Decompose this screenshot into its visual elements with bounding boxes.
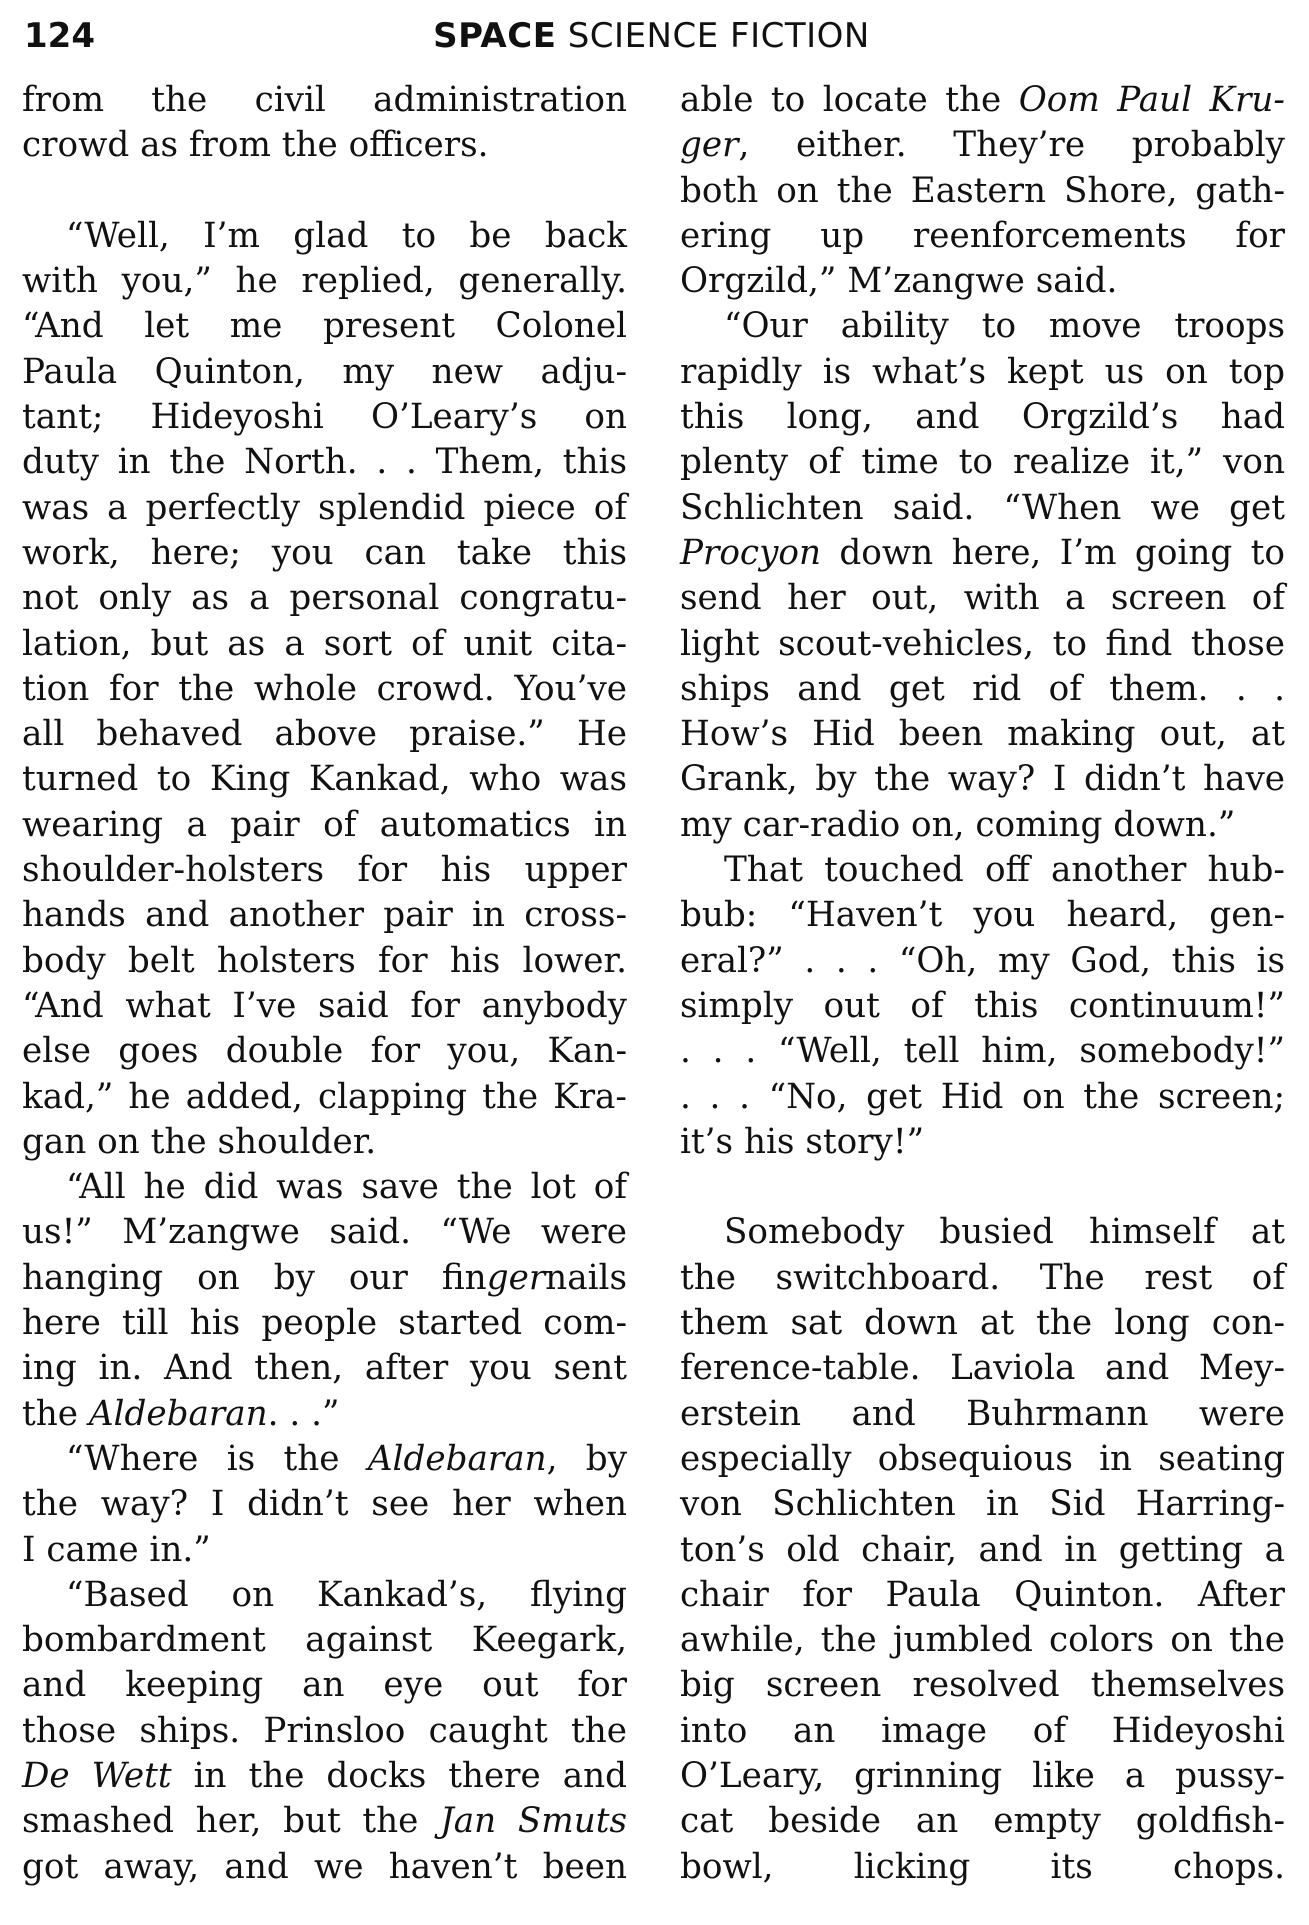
text-line: here till his people started com-	[22, 1303, 627, 1344]
paragraph-break	[22, 169, 627, 214]
text-line: lation, but as a sort of unit cita-	[22, 623, 627, 664]
text-line: “Where is the Aldebaran, by	[66, 1438, 628, 1479]
left-text-column	[22, 78, 627, 1890]
paragraph-break	[680, 1165, 1285, 1210]
text-line: tion for the whole crowd. You’ve	[22, 668, 627, 709]
text-line: Schlichten said. “When we get	[680, 487, 1285, 528]
text-line: ger, either. They’re probably	[680, 125, 1285, 166]
text-line: “Our ability to move troops	[724, 306, 1285, 347]
text-line: both on the Eastern Shore, gath-	[680, 170, 1285, 211]
text-line: awhile, the jumbled colors on the	[680, 1620, 1285, 1661]
text-line: “Based on Kankad’s, flying	[66, 1574, 627, 1615]
text-line: How’s Hid been making out, at	[680, 714, 1285, 755]
text-line: the Aldebaran. . .”	[22, 1393, 340, 1434]
text-line: ference-table. Laviola and Mey-	[680, 1348, 1285, 1389]
text-line: got away, and we haven’t been	[22, 1846, 627, 1887]
text-line: body belt holsters for his lower.	[22, 940, 627, 981]
magazine-title-bold: SPACE	[433, 16, 557, 56]
text-line: light scout-vehicles, to find those	[680, 623, 1285, 664]
text-line: gan on the shoulder.	[22, 1121, 377, 1162]
running-head	[24, 16, 1279, 56]
text-line: “And what I’ve said for anybody	[22, 985, 627, 1026]
text-line: ships and get rid of them. . .	[680, 668, 1285, 709]
text-line: Paula Quinton, my new adju-	[22, 351, 627, 392]
text-line: not only as a personal congratu-	[22, 578, 627, 619]
text-line: the way? I didn’t see her when	[22, 1484, 627, 1525]
text-line: this long, and Orgzild’s had	[680, 397, 1285, 438]
text-line: from the civil administration	[22, 80, 627, 120]
text-line: able to locate the Oom Paul Kru-	[680, 80, 1285, 120]
text-line: “Well, I’m glad to be back	[66, 215, 627, 256]
text-line: bombardment against Keegark,	[22, 1620, 627, 1661]
text-line: with you,” he replied, generally.	[22, 261, 627, 302]
text-line: big screen resolved themselves	[680, 1665, 1285, 1706]
text-line: That touched off another hub-	[724, 850, 1285, 891]
text-line: ing in. And then, after you sent	[22, 1348, 627, 1389]
text-line: De Wett in the docks there and	[22, 1755, 627, 1796]
text-line: plenty of time to realize it,” von	[680, 442, 1285, 483]
text-line: O’Leary, grinning like a pussy-	[680, 1755, 1285, 1796]
text-line: rapidly is what’s kept us on top	[680, 351, 1285, 392]
text-line: my car-radio on, coming down.”	[680, 804, 1236, 845]
text-line: shoulder-holsters for his upper	[22, 850, 627, 891]
text-line: turned to King Kankad, who was	[22, 759, 627, 800]
text-line: ton’s old chair, and in getting a	[680, 1529, 1285, 1570]
text-line: bowl, licking its chops.	[680, 1846, 1285, 1887]
text-line: tant; Hideyoshi O’Leary’s on	[22, 397, 627, 438]
text-line: duty in the North. . . Them, this	[22, 442, 627, 483]
text-line: Procyon down here, I’m going to	[680, 532, 1285, 573]
text-line: was a perfectly splendid piece of	[22, 487, 627, 528]
text-line: wearing a pair of automatics in	[22, 804, 627, 845]
text-line: the switchboard. The rest of	[680, 1257, 1285, 1298]
text-line: crowd as from the officers.	[22, 125, 489, 166]
text-line: those ships. Prinsloo caught the	[22, 1710, 627, 1751]
text-line: else goes double for you, Kan-	[22, 1031, 627, 1072]
text-line: us!” M’zangwe said. “We were	[22, 1212, 627, 1253]
text-line: smashed her, but the Jan Smuts	[22, 1801, 627, 1842]
text-line: “And let me present Colonel	[22, 306, 627, 347]
text-line: bub: “Haven’t you heard, gen-	[680, 895, 1285, 936]
text-line: hands and another pair in cross-	[22, 895, 627, 936]
text-line: especially obsequious in seating	[680, 1438, 1285, 1479]
text-line: send her out, with a screen of	[680, 578, 1285, 619]
text-line: and keeping an eye out for	[22, 1665, 627, 1706]
text-line: work, here; you can take this	[22, 532, 627, 573]
text-line: them sat down at the long con-	[680, 1303, 1285, 1344]
text-line: . . . “Well, tell him, somebody!”	[680, 1031, 1285, 1072]
text-line: cat beside an empty goldfish-	[680, 1801, 1285, 1842]
text-line: into an image of Hideyoshi	[680, 1710, 1285, 1751]
text-line: simply out of this continuum!”	[680, 985, 1285, 1026]
text-line: ering up reenforcements for	[680, 215, 1285, 256]
text-line: “All he did was save the lot of	[66, 1167, 627, 1208]
text-line: von Schlichten in Sid Harring-	[680, 1484, 1285, 1525]
right-text-column	[680, 78, 1285, 1890]
magazine-title-rest: SCIENCE FICTION	[556, 16, 870, 56]
page-number: 124	[24, 16, 95, 56]
text-line: Somebody busied himself at	[724, 1212, 1285, 1253]
text-line: hanging on by our fingernails	[22, 1257, 627, 1298]
text-line: erstein and Buhrmann were	[680, 1393, 1285, 1434]
text-line: chair for Paula Quinton. After	[680, 1574, 1285, 1615]
text-line: Grank, by the way? I didn’t have	[680, 759, 1285, 800]
text-line: eral?” . . . “Oh, my God, this is	[680, 940, 1285, 981]
text-line: . . . “No, get Hid on the screen;	[680, 1076, 1285, 1117]
text-line: Orgzild,” M’zangwe said.	[680, 261, 1118, 302]
text-line: it’s his story!”	[680, 1121, 925, 1162]
page-header	[24, 14, 1279, 64]
text-line: kad,” he added, clapping the Kra-	[22, 1076, 627, 1117]
text-line: all behaved above praise.” He	[22, 714, 627, 755]
text-line: I came in.”	[22, 1529, 211, 1570]
